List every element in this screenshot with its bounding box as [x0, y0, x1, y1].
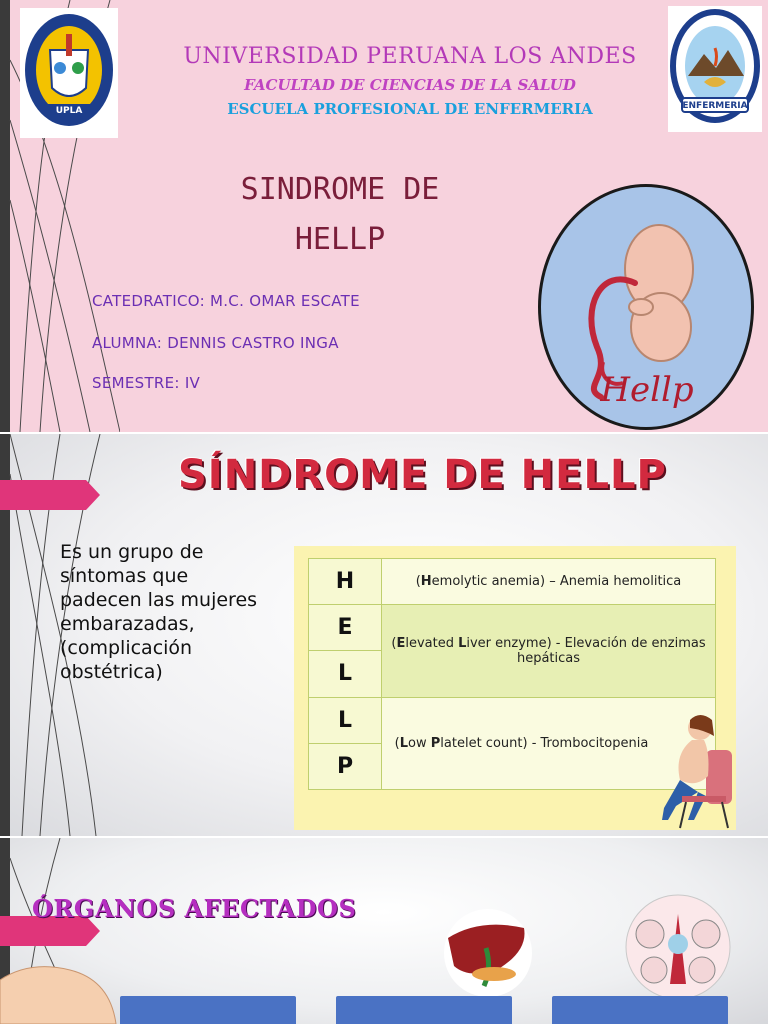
university-name: UNIVERSIDAD PERUANA LOS ANDES — [183, 44, 637, 69]
definition-cell-el — [382, 605, 716, 697]
organ-card — [336, 996, 512, 1024]
def-el-text: (Elevated Liver enzyme) - Elevación de enzimas hepáticas — [391, 635, 706, 666]
school-name: ESCUELA PROFESIONAL DE ENFERMERIA — [227, 100, 593, 118]
slide-title: ÓRGANOS AFECTADOS — [32, 894, 357, 923]
subtitle-line-1: SINDROME DE — [240, 172, 440, 207]
enfermeria-logo — [668, 6, 762, 132]
organ-card — [552, 996, 728, 1024]
organ-card — [120, 996, 296, 1024]
placenta-illustration — [620, 894, 736, 1000]
acronym-letter: E — [309, 605, 382, 651]
slide-title: SÍNDROME DE HELLP — [178, 452, 667, 498]
presentation-subtitle — [190, 165, 490, 265]
body-illustration — [0, 960, 120, 1024]
table-row — [309, 559, 716, 605]
hellp-script-text: Hellp — [600, 370, 694, 410]
pregnant-woman-illustration — [644, 710, 736, 830]
enfermeria-logo-text: ENFERMERIA — [682, 101, 748, 111]
acronym-letter: L — [309, 697, 382, 743]
hellp-acronym-panel — [294, 546, 736, 830]
subtitle-line-2: HELLP — [294, 222, 386, 257]
hellp-definition-slide — [0, 434, 768, 836]
definition-text: Es un grupo de síntomas que padecen las mujeres embarazadas, (complicación obstétrica) — [60, 541, 258, 683]
acronym-letter: H — [309, 559, 382, 605]
definition-cell-h — [382, 559, 716, 605]
title-accent-arrow — [0, 480, 100, 510]
table-row — [309, 605, 716, 651]
acronym-letter: L — [309, 651, 382, 697]
liver-illustration — [440, 908, 536, 998]
organs-slide — [0, 838, 768, 1024]
semestre-label: SEMESTRE: IV — [92, 374, 201, 392]
upla-logo-text: UPLA — [55, 106, 83, 116]
title-slide — [0, 0, 768, 432]
def-h-text: (Hemolytic anemia) – Anemia hemolitica — [415, 574, 682, 590]
alumna-label: ALUMNA: DENNIS CASTRO INGA — [92, 334, 339, 352]
fetus-illustration — [538, 184, 754, 430]
def-lp-text: (Low Platelet count) - Trombocitopenia — [394, 735, 649, 751]
upla-logo — [20, 8, 118, 138]
catedratico-label: CATEDRATICO: M.C. OMAR ESCATE — [92, 292, 360, 310]
acronym-letter: P — [309, 743, 382, 789]
faculty-name: FACULTAD DE CIENCIAS DE LA SALUD — [244, 76, 576, 94]
